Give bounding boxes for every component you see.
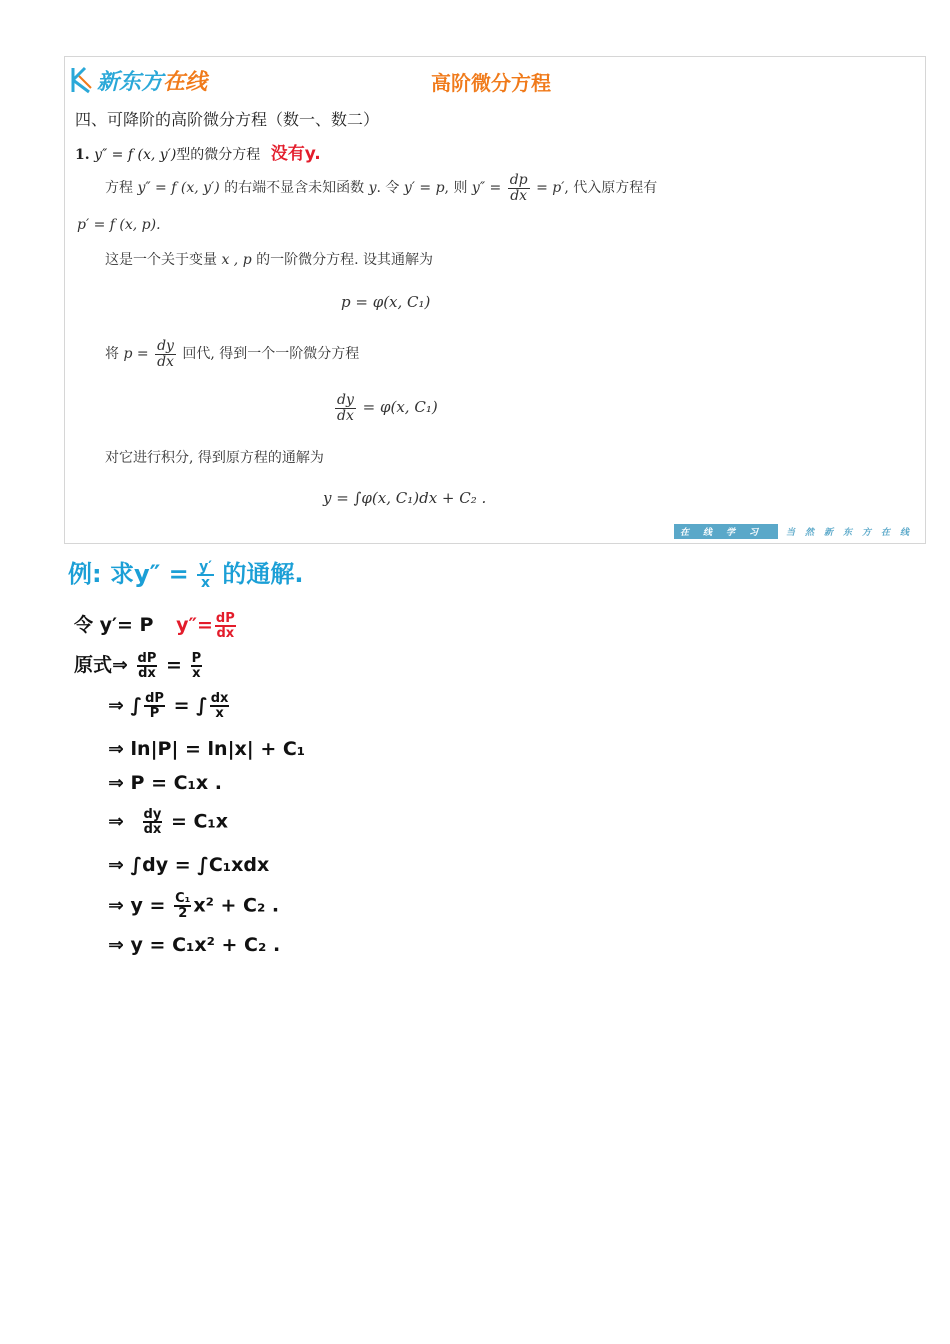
- handwritten-red-note: 没有y.: [270, 144, 321, 164]
- step-original-equation: 原式⇒ $\frac{dP}{dx}$ = $\frac{P}{x}$: [74, 650, 202, 681]
- example-title: 例: 求y″ = $\frac{y'}{x}$ 的通解.: [68, 559, 304, 591]
- item-heading: 1. y″ = f (x, y′)型的微分方程 没有y.: [75, 144, 321, 164]
- section-heading: 四、可降阶的高阶微分方程（数一、数二）: [75, 110, 380, 129]
- equation-first-order: $\frac{dy}{dx}$ = φ(x, C₁): [337, 392, 438, 424]
- equation-general-p: p = φ(x, C₁): [341, 293, 431, 311]
- brand-logo: [71, 63, 207, 97]
- equation-final-solution: y = ∫φ(x, C₁)dx + C₂ .: [323, 489, 487, 507]
- logo-mark-icon: [71, 66, 93, 94]
- step-p-solution: ⇒ P = C₁x .: [108, 772, 222, 794]
- step-separate: ⇒ ∫ $\frac{dP}{P}$ = ∫ $\frac{dx}{x}$: [108, 691, 229, 721]
- paragraph-line2: p′ = f (x, p).: [77, 217, 161, 233]
- paragraph-substitution: 方程 y″ = f (x, y′) 的右端不显含未知函数 y. 令 y′ = p, 则 y″ = $\frac{dp}{dx}$ = p′, 代入原方程有: [105, 172, 658, 204]
- paragraph-first-order: 这是一个关于变量 x , p 的一阶微分方程. 设其通解为: [105, 252, 434, 268]
- paragraph-integrate: 对它进行积分, 得到原方程的通解为: [105, 450, 324, 466]
- paragraph-back-substitute: 将 p = $\frac{dy}{dx}$ 回代, 得到一个一阶微分方程: [105, 338, 360, 370]
- logo-text: 新东方在线: [97, 69, 208, 95]
- slide-footer: 在线学习 当然新东方在线: [674, 524, 923, 539]
- step-final-answer: ⇒ y = C₁x² + C₂ .: [108, 934, 281, 956]
- step-integrate: ⇒ ∫dy = ∫C₁xdx: [108, 854, 270, 876]
- step-y-half: ⇒ y = $\frac{\text{C₁}}{2}$ x² + C₂ .: [108, 891, 280, 921]
- step-dy-dx: ⇒ $\frac{dy}{dx}$ = C₁x: [108, 807, 229, 837]
- slide-title: 高阶微分方程: [431, 71, 551, 95]
- step-log: ⇒ ln|P| = ln|x| + C₁: [108, 738, 306, 760]
- step-substitution: 令 y′= P y″= $\frac{dP}{dx}$: [74, 610, 235, 641]
- lecture-slide: [64, 56, 926, 544]
